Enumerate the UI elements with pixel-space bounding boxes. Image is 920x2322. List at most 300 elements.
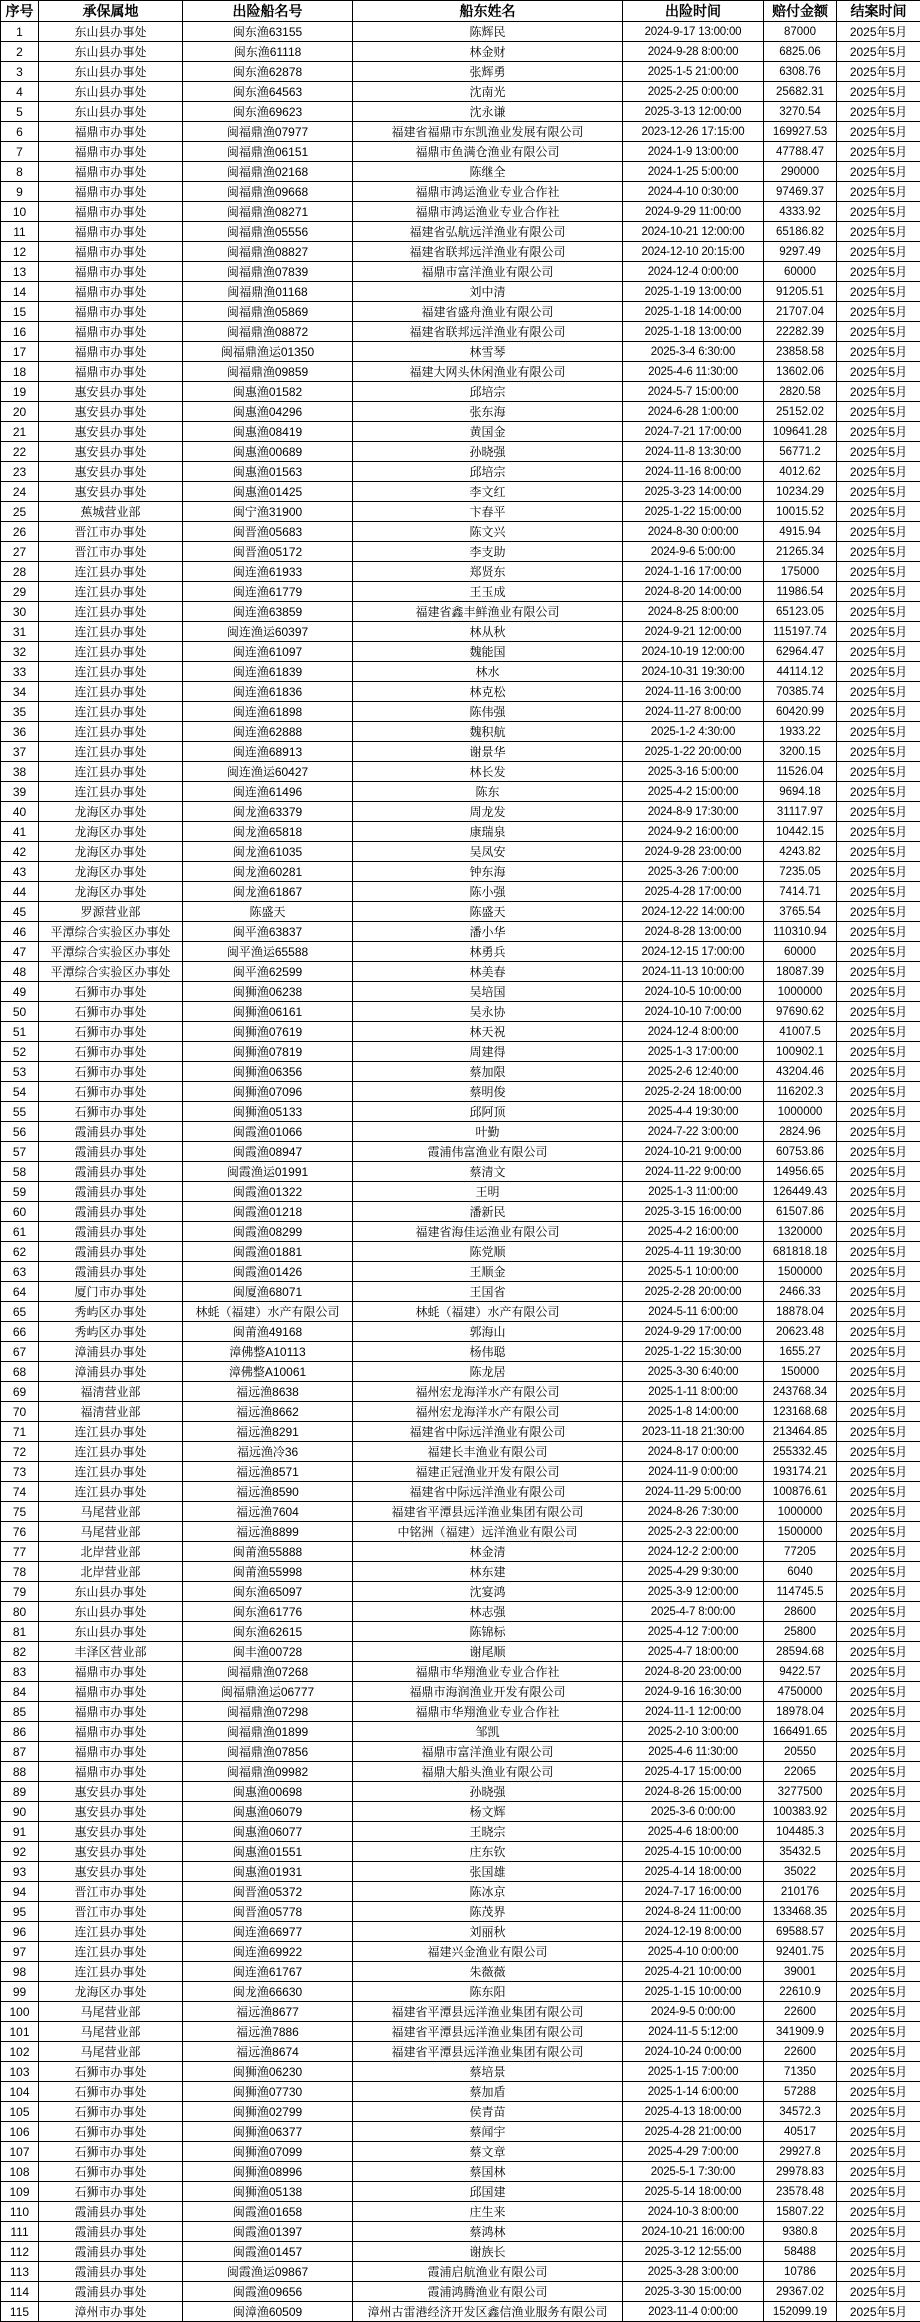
cell-insured-district: 东山县办事处 xyxy=(39,1602,183,1622)
cell-settlement-time: 2025年5月 xyxy=(837,1522,920,1542)
table-row xyxy=(1,1302,920,1322)
cell-index: 106 xyxy=(1,2122,39,2142)
cell-insured-district: 龙海区办事处 xyxy=(39,1982,183,2002)
cell-owner-name: 福州宏龙海洋水产有限公司 xyxy=(353,1382,623,1402)
cell-owner-name: 陈龙居 xyxy=(353,1362,623,1382)
cell-settlement-time: 2025年5月 xyxy=(837,1042,920,1062)
table-row xyxy=(1,762,920,782)
table-row xyxy=(1,1822,920,1842)
cell-insured-district: 福清营业部 xyxy=(39,1402,183,1422)
cell-vessel-name: 闽福鼎渔01168 xyxy=(183,282,353,302)
cell-owner-name: 福建省平潭县远洋渔业集团有限公司 xyxy=(353,2042,623,2062)
cell-claim-amount: 152099.19 xyxy=(764,2302,837,2322)
cell-owner-name: 林勇兵 xyxy=(353,942,623,962)
cell-incident-time: 2025-1-2 4:30:00 xyxy=(623,722,764,742)
table-row xyxy=(1,642,920,662)
cell-settlement-time: 2025年5月 xyxy=(837,2022,920,2042)
cell-insured-district: 连江县办事处 xyxy=(39,762,183,782)
cell-index: 114 xyxy=(1,2282,39,2302)
cell-settlement-time: 2025年5月 xyxy=(837,922,920,942)
cell-claim-amount: 100383.92 xyxy=(764,1802,837,1822)
table-row xyxy=(1,2262,920,2282)
cell-claim-amount: 11986.54 xyxy=(764,582,837,602)
cell-settlement-time: 2025年5月 xyxy=(837,282,920,302)
cell-claim-amount: 60000 xyxy=(764,942,837,962)
cell-owner-name: 庄生来 xyxy=(353,2202,623,2222)
cell-claim-amount: 1000000 xyxy=(764,1102,837,1122)
cell-insured-district: 连江县办事处 xyxy=(39,702,183,722)
cell-owner-name: 谢族长 xyxy=(353,2242,623,2262)
table-row xyxy=(1,1622,920,1642)
cell-settlement-time: 2025年5月 xyxy=(837,1842,920,1862)
cell-incident-time: 2024-8-9 17:30:00 xyxy=(623,802,764,822)
cell-claim-amount: 126449.43 xyxy=(764,1182,837,1202)
cell-claim-amount: 1933.22 xyxy=(764,722,837,742)
cell-insured-district: 连江县办事处 xyxy=(39,722,183,742)
cell-insured-district: 惠安县办事处 xyxy=(39,382,183,402)
table-row xyxy=(1,2002,920,2022)
cell-settlement-time: 2025年5月 xyxy=(837,2242,920,2262)
cell-claim-amount: 6825.06 xyxy=(764,42,837,62)
cell-incident-time: 2025-3-6 0:00:00 xyxy=(623,1802,764,1822)
cell-claim-amount: 31117.97 xyxy=(764,802,837,822)
cell-owner-name: 福建省中际远洋渔业有限公司 xyxy=(353,1422,623,1442)
cell-settlement-time: 2025年5月 xyxy=(837,442,920,462)
table-row xyxy=(1,1882,920,1902)
cell-settlement-time: 2025年5月 xyxy=(837,2222,920,2242)
table-row xyxy=(1,1282,920,1302)
cell-settlement-time: 2025年5月 xyxy=(837,1642,920,1662)
cell-index: 7 xyxy=(1,142,39,162)
cell-incident-time: 2025-1-5 21:00:00 xyxy=(623,62,764,82)
cell-incident-time: 2024-10-24 0:00:00 xyxy=(623,2042,764,2062)
cell-claim-amount: 92401.75 xyxy=(764,1942,837,1962)
cell-index: 9 xyxy=(1,182,39,202)
cell-owner-name: 郑贤东 xyxy=(353,562,623,582)
cell-settlement-time: 2025年5月 xyxy=(837,2042,920,2062)
cell-index: 6 xyxy=(1,122,39,142)
cell-vessel-name: 闽连渔61496 xyxy=(183,782,353,802)
cell-incident-time: 2024-5-11 6:00:00 xyxy=(623,1302,764,1322)
cell-incident-time: 2024-11-27 8:00:00 xyxy=(623,702,764,722)
cell-incident-time: 2025-4-11 19:30:00 xyxy=(623,1242,764,1262)
table-row xyxy=(1,162,920,182)
cell-vessel-name: 闽漳渔60509 xyxy=(183,2302,353,2322)
cell-insured-district: 龙海区办事处 xyxy=(39,882,183,902)
cell-claim-amount: 175000 xyxy=(764,562,837,582)
cell-vessel-name: 闽狮渔07819 xyxy=(183,1042,353,1062)
cell-owner-name: 林天祝 xyxy=(353,1022,623,1042)
cell-vessel-name: 闽福鼎渔07839 xyxy=(183,262,353,282)
cell-settlement-time: 2025年5月 xyxy=(837,2282,920,2302)
cell-index: 11 xyxy=(1,222,39,242)
cell-owner-name: 福建省海佳运渔业有限公司 xyxy=(353,1222,623,1242)
cell-incident-time: 2025-1-3 11:00:00 xyxy=(623,1182,764,1202)
cell-vessel-name: 闽莆渔55998 xyxy=(183,1562,353,1582)
cell-owner-name: 庄东钦 xyxy=(353,1842,623,1862)
table-row xyxy=(1,462,920,482)
cell-owner-name: 邹凯 xyxy=(353,1722,623,1742)
cell-index: 63 xyxy=(1,1262,39,1282)
cell-owner-name: 吴永协 xyxy=(353,1002,623,1022)
cell-claim-amount: 20550 xyxy=(764,1742,837,1762)
cell-incident-time: 2025-4-2 16:00:00 xyxy=(623,1222,764,1242)
cell-settlement-time: 2025年5月 xyxy=(837,342,920,362)
cell-vessel-name: 闽莆渔55888 xyxy=(183,1542,353,1562)
cell-settlement-time: 2025年5月 xyxy=(837,522,920,542)
cell-index: 57 xyxy=(1,1142,39,1162)
cell-vessel-name: 闽东渔61118 xyxy=(183,42,353,62)
table-row xyxy=(1,562,920,582)
cell-index: 51 xyxy=(1,1022,39,1042)
cell-insured-district: 马尾营业部 xyxy=(39,1522,183,1542)
cell-index: 100 xyxy=(1,2002,39,2022)
cell-index: 88 xyxy=(1,1762,39,1782)
table-row xyxy=(1,602,920,622)
cell-incident-time: 2024-7-21 17:00:00 xyxy=(623,422,764,442)
cell-incident-time: 2025-3-16 5:00:00 xyxy=(623,762,764,782)
cell-vessel-name: 闽平渔62599 xyxy=(183,962,353,982)
cell-index: 1 xyxy=(1,22,39,42)
cell-owner-name: 钟东海 xyxy=(353,862,623,882)
cell-incident-time: 2025-1-15 10:00:00 xyxy=(623,1982,764,2002)
table-row xyxy=(1,1482,920,1502)
cell-settlement-time: 2025年5月 xyxy=(837,1602,920,1622)
cell-vessel-name: 闽福鼎渔07298 xyxy=(183,1702,353,1722)
cell-settlement-time: 2025年5月 xyxy=(837,1022,920,1042)
cell-owner-name: 沈南光 xyxy=(353,82,623,102)
cell-incident-time: 2024-9-2 16:00:00 xyxy=(623,822,764,842)
cell-claim-amount: 2824.96 xyxy=(764,1122,837,1142)
cell-owner-name: 福建省联邦远洋渔业有限公司 xyxy=(353,322,623,342)
cell-vessel-name: 闽惠渔01931 xyxy=(183,1862,353,1882)
cell-index: 55 xyxy=(1,1102,39,1122)
cell-index: 83 xyxy=(1,1662,39,1682)
cell-settlement-time: 2025年5月 xyxy=(837,382,920,402)
cell-index: 60 xyxy=(1,1202,39,1222)
cell-vessel-name: 林蚝（福建）水产有限公司 xyxy=(183,1302,353,1322)
cell-settlement-time: 2025年5月 xyxy=(837,1822,920,1842)
cell-vessel-name: 闽东渔61776 xyxy=(183,1602,353,1622)
cell-owner-name: 漳州古雷港经济开发区鑫信渔业服务有限公司 xyxy=(353,2302,623,2322)
cell-index: 8 xyxy=(1,162,39,182)
cell-insured-district: 霞浦县办事处 xyxy=(39,2262,183,2282)
cell-incident-time: 2024-9-29 17:00:00 xyxy=(623,1322,764,1342)
cell-owner-name: 福建省中际远洋渔业有限公司 xyxy=(353,1482,623,1502)
cell-claim-amount: 29367.02 xyxy=(764,2282,837,2302)
cell-claim-amount: 9422.57 xyxy=(764,1662,837,1682)
cell-index: 14 xyxy=(1,282,39,302)
cell-insured-district: 连江县办事处 xyxy=(39,742,183,762)
cell-insured-district: 惠安县办事处 xyxy=(39,462,183,482)
cell-claim-amount: 3765.54 xyxy=(764,902,837,922)
cell-incident-time: 2024-8-25 8:00:00 xyxy=(623,602,764,622)
cell-claim-amount: 60000 xyxy=(764,262,837,282)
table-row xyxy=(1,722,920,742)
cell-claim-amount: 123168.68 xyxy=(764,1402,837,1422)
cell-settlement-time: 2025年5月 xyxy=(837,2202,920,2222)
cell-owner-name: 吴培国 xyxy=(353,982,623,1002)
cell-vessel-name: 漳佛整A10113 xyxy=(183,1342,353,1362)
cell-index: 85 xyxy=(1,1702,39,1722)
cell-incident-time: 2024-11-16 8:00:00 xyxy=(623,462,764,482)
cell-insured-district: 霞浦县办事处 xyxy=(39,2202,183,2222)
cell-vessel-name: 闽狮渔06161 xyxy=(183,1002,353,1022)
cell-claim-amount: 28594.68 xyxy=(764,1642,837,1662)
cell-vessel-name: 闽霞渔08947 xyxy=(183,1142,353,1162)
cell-owner-name: 蔡加限 xyxy=(353,1062,623,1082)
cell-vessel-name: 福远渔8677 xyxy=(183,2002,353,2022)
cell-owner-name: 中铭洲（福建）远洋渔业有限公司 xyxy=(353,1522,623,1542)
cell-settlement-time: 2025年5月 xyxy=(837,2122,920,2142)
cell-owner-name: 康瑞泉 xyxy=(353,822,623,842)
cell-claim-amount: 6040 xyxy=(764,1562,837,1582)
cell-settlement-time: 2025年5月 xyxy=(837,1182,920,1202)
cell-claim-amount: 9380.8 xyxy=(764,2222,837,2242)
cell-owner-name: 霞浦伟富渔业有限公司 xyxy=(353,1142,623,1162)
cell-settlement-time: 2025年5月 xyxy=(837,1922,920,1942)
cell-owner-name: 邱培宗 xyxy=(353,462,623,482)
cell-vessel-name: 陈盛天 xyxy=(183,902,353,922)
cell-insured-district: 平潭综合实验区办事处 xyxy=(39,942,183,962)
table-row xyxy=(1,1262,920,1282)
cell-index: 90 xyxy=(1,1802,39,1822)
cell-vessel-name: 闽霞渔01426 xyxy=(183,1262,353,1282)
cell-insured-district: 平潭综合实验区办事处 xyxy=(39,922,183,942)
cell-index: 84 xyxy=(1,1682,39,1702)
cell-insured-district: 霞浦县办事处 xyxy=(39,2282,183,2302)
cell-vessel-name: 闽福鼎渔01899 xyxy=(183,1722,353,1742)
cell-settlement-time: 2025年5月 xyxy=(837,1542,920,1562)
cell-incident-time: 2023-12-26 17:15:00 xyxy=(623,122,764,142)
cell-incident-time: 2025-4-6 11:30:00 xyxy=(623,362,764,382)
cell-incident-time: 2024-8-26 15:00:00 xyxy=(623,1782,764,1802)
cell-settlement-time: 2025年5月 xyxy=(837,802,920,822)
cell-incident-time: 2025-5-1 10:00:00 xyxy=(623,1262,764,1282)
cell-index: 93 xyxy=(1,1862,39,1882)
cell-vessel-name: 福远渔7886 xyxy=(183,2022,353,2042)
table-row xyxy=(1,422,920,442)
cell-settlement-time: 2025年5月 xyxy=(837,2162,920,2182)
cell-owner-name: 王玉成 xyxy=(353,582,623,602)
cell-incident-time: 2024-8-17 0:00:00 xyxy=(623,1442,764,1462)
cell-settlement-time: 2025年5月 xyxy=(837,762,920,782)
cell-claim-amount: 341909.9 xyxy=(764,2022,837,2042)
table-row xyxy=(1,1422,920,1442)
cell-index: 72 xyxy=(1,1442,39,1462)
cell-settlement-time: 2025年5月 xyxy=(837,422,920,442)
cell-insured-district: 东山县办事处 xyxy=(39,1582,183,1602)
cell-index: 49 xyxy=(1,982,39,1002)
cell-owner-name: 福鼎市鸿运渔业专业合作社 xyxy=(353,202,623,222)
cell-claim-amount: 2466.33 xyxy=(764,1282,837,1302)
cell-claim-amount: 193174.21 xyxy=(764,1462,837,1482)
column-header-incident-time: 出险时间 xyxy=(623,1,764,22)
cell-vessel-name: 闽霞渔01066 xyxy=(183,1122,353,1142)
cell-claim-amount: 56771.2 xyxy=(764,442,837,462)
table-row xyxy=(1,222,920,242)
cell-incident-time: 2024-5-7 15:00:00 xyxy=(623,382,764,402)
cell-incident-time: 2024-11-5 5:12:00 xyxy=(623,2022,764,2042)
table-row xyxy=(1,1922,920,1942)
cell-incident-time: 2025-5-14 18:00:00 xyxy=(623,2182,764,2202)
cell-vessel-name: 闽霞渔01658 xyxy=(183,2202,353,2222)
table-row xyxy=(1,2022,920,2042)
cell-index: 2 xyxy=(1,42,39,62)
cell-index: 18 xyxy=(1,362,39,382)
cell-settlement-time: 2025年5月 xyxy=(837,1742,920,1762)
cell-vessel-name: 闽狮渔05133 xyxy=(183,1102,353,1122)
cell-vessel-name: 闽连渔61779 xyxy=(183,582,353,602)
cell-vessel-name: 闽狮渔06230 xyxy=(183,2062,353,2082)
cell-index: 15 xyxy=(1,302,39,322)
table-row xyxy=(1,1982,920,2002)
cell-incident-time: 2024-10-3 8:00:00 xyxy=(623,2202,764,2222)
cell-owner-name: 福鼎市鱼满仓渔业有限公司 xyxy=(353,142,623,162)
cell-claim-amount: 2820.58 xyxy=(764,382,837,402)
cell-claim-amount: 25152.02 xyxy=(764,402,837,422)
cell-claim-amount: 150000 xyxy=(764,1362,837,1382)
cell-incident-time: 2025-3-23 14:00:00 xyxy=(623,482,764,502)
cell-settlement-time: 2025年5月 xyxy=(837,1202,920,1222)
table-row xyxy=(1,822,920,842)
cell-incident-time: 2025-3-9 12:00:00 xyxy=(623,1582,764,1602)
cell-owner-name: 王国省 xyxy=(353,1282,623,1302)
cell-claim-amount: 35432.5 xyxy=(764,1842,837,1862)
cell-incident-time: 2025-4-17 15:00:00 xyxy=(623,1762,764,1782)
cell-incident-time: 2024-11-8 13:30:00 xyxy=(623,442,764,462)
cell-vessel-name: 闽惠渔01582 xyxy=(183,382,353,402)
cell-owner-name: 林从秋 xyxy=(353,622,623,642)
table-row xyxy=(1,1582,920,1602)
cell-claim-amount: 15807.22 xyxy=(764,2202,837,2222)
cell-insured-district: 石狮市办事处 xyxy=(39,2162,183,2182)
table-row xyxy=(1,1402,920,1422)
cell-claim-amount: 29927.8 xyxy=(764,2142,837,2162)
cell-index: 71 xyxy=(1,1422,39,1442)
table-row xyxy=(1,582,920,602)
cell-insured-district: 霞浦县办事处 xyxy=(39,1242,183,1262)
cell-insured-district: 连江县办事处 xyxy=(39,1942,183,1962)
cell-claim-amount: 110310.94 xyxy=(764,922,837,942)
cell-vessel-name: 闽狮渔02799 xyxy=(183,2102,353,2122)
cell-settlement-time: 2025年5月 xyxy=(837,582,920,602)
cell-insured-district: 龙海区办事处 xyxy=(39,802,183,822)
cell-vessel-name: 闽连渔61898 xyxy=(183,702,353,722)
cell-owner-name: 福鼎市鸿运渔业专业合作社 xyxy=(353,182,623,202)
cell-vessel-name: 闽平渔63837 xyxy=(183,922,353,942)
cell-owner-name: 张国雄 xyxy=(353,1862,623,1882)
cell-settlement-time: 2025年5月 xyxy=(837,162,920,182)
cell-insured-district: 石狮市办事处 xyxy=(39,2082,183,2102)
table-row xyxy=(1,1342,920,1362)
cell-insured-district: 东山县办事处 xyxy=(39,1622,183,1642)
cell-owner-name: 林蚝（福建）水产有限公司 xyxy=(353,1302,623,1322)
cell-claim-amount: 22610.9 xyxy=(764,1982,837,2002)
cell-incident-time: 2025-1-22 20:00:00 xyxy=(623,742,764,762)
cell-settlement-time: 2025年5月 xyxy=(837,1162,920,1182)
cell-settlement-time: 2025年5月 xyxy=(837,842,920,862)
cell-index: 20 xyxy=(1,402,39,422)
cell-settlement-time: 2025年5月 xyxy=(837,242,920,262)
cell-insured-district: 连江县办事处 xyxy=(39,562,183,582)
cell-vessel-name: 闽龙渔65818 xyxy=(183,822,353,842)
cell-owner-name: 福建正冠渔业开发有限公司 xyxy=(353,1462,623,1482)
cell-insured-district: 石狮市办事处 xyxy=(39,1102,183,1122)
table-row xyxy=(1,962,920,982)
cell-owner-name: 林金财 xyxy=(353,42,623,62)
cell-owner-name: 刘中清 xyxy=(353,282,623,302)
table-row xyxy=(1,1142,920,1162)
cell-vessel-name: 闽厦渔68071 xyxy=(183,1282,353,1302)
cell-owner-name: 福建省弘航远洋渔业有限公司 xyxy=(353,222,623,242)
cell-owner-name: 林雪琴 xyxy=(353,342,623,362)
cell-vessel-name: 闽霞渔01218 xyxy=(183,1202,353,1222)
cell-settlement-time: 2025年5月 xyxy=(837,862,920,882)
cell-incident-time: 2024-1-16 17:00:00 xyxy=(623,562,764,582)
table-row xyxy=(1,1442,920,1462)
cell-insured-district: 东山县办事处 xyxy=(39,62,183,82)
cell-insured-district: 福鼎市办事处 xyxy=(39,202,183,222)
cell-insured-district: 龙海区办事处 xyxy=(39,842,183,862)
cell-owner-name: 李文红 xyxy=(353,482,623,502)
cell-index: 86 xyxy=(1,1722,39,1742)
cell-index: 102 xyxy=(1,2042,39,2062)
cell-claim-amount: 1500000 xyxy=(764,1522,837,1542)
cell-insured-district: 福鼎市办事处 xyxy=(39,1702,183,1722)
cell-incident-time: 2024-9-6 5:00:00 xyxy=(623,542,764,562)
cell-owner-name: 福建省盛舟渔业有限公司 xyxy=(353,302,623,322)
cell-claim-amount: 6308.76 xyxy=(764,62,837,82)
cell-insured-district: 蕉城营业部 xyxy=(39,502,183,522)
cell-vessel-name: 福远渔8638 xyxy=(183,1382,353,1402)
table-row xyxy=(1,2222,920,2242)
cell-insured-district: 连江县办事处 xyxy=(39,1442,183,1462)
cell-index: 10 xyxy=(1,202,39,222)
cell-claim-amount: 41007.5 xyxy=(764,1022,837,1042)
cell-settlement-time: 2025年5月 xyxy=(837,1422,920,1442)
table-row xyxy=(1,1322,920,1342)
table-row xyxy=(1,1862,920,1882)
table-row xyxy=(1,1722,920,1742)
cell-owner-name: 林东建 xyxy=(353,1562,623,1582)
cell-insured-district: 连江县办事处 xyxy=(39,662,183,682)
table-row xyxy=(1,1462,920,1482)
cell-incident-time: 2024-8-30 0:00:00 xyxy=(623,522,764,542)
cell-owner-name: 陈小强 xyxy=(353,882,623,902)
cell-incident-time: 2024-10-21 12:00:00 xyxy=(623,222,764,242)
cell-settlement-time: 2025年5月 xyxy=(837,82,920,102)
cell-index: 59 xyxy=(1,1182,39,1202)
table-row xyxy=(1,862,920,882)
cell-incident-time: 2024-10-19 12:00:00 xyxy=(623,642,764,662)
cell-claim-amount: 18087.39 xyxy=(764,962,837,982)
cell-claim-amount: 25800 xyxy=(764,1622,837,1642)
cell-insured-district: 惠安县办事处 xyxy=(39,1782,183,1802)
cell-vessel-name: 闽狮渔07096 xyxy=(183,1082,353,1102)
cell-insured-district: 漳浦县办事处 xyxy=(39,1342,183,1362)
cell-claim-amount: 109641.28 xyxy=(764,422,837,442)
cell-owner-name: 福建兴金渔业有限公司 xyxy=(353,1942,623,1962)
cell-insured-district: 福鼎市办事处 xyxy=(39,302,183,322)
table-row xyxy=(1,902,920,922)
cell-owner-name: 福鼎市富洋渔业有限公司 xyxy=(353,1742,623,1762)
table-row xyxy=(1,2162,920,2182)
cell-owner-name: 陈伟强 xyxy=(353,702,623,722)
cell-settlement-time: 2025年5月 xyxy=(837,1382,920,1402)
cell-incident-time: 2024-10-10 7:00:00 xyxy=(623,1002,764,1022)
cell-insured-district: 惠安县办事处 xyxy=(39,1802,183,1822)
